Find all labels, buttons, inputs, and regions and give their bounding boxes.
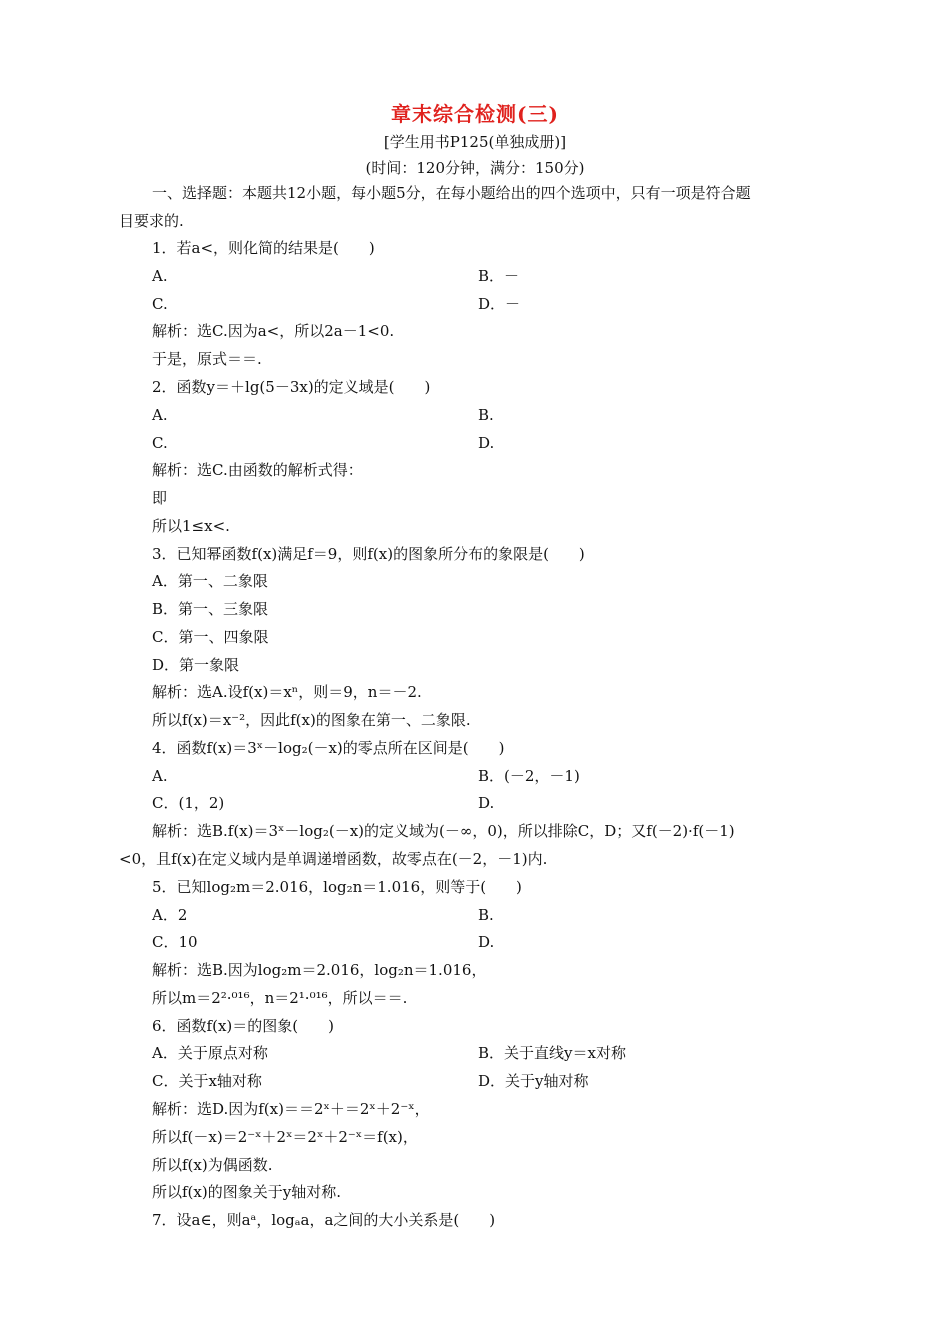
question-5-solution-2: 所以m＝2²·⁰¹⁶，n＝2¹·⁰¹⁶，所以＝＝. xyxy=(152,989,408,1007)
question-1-stem: 1．若a<，则化简的结果是( ) xyxy=(152,239,375,257)
question-4-option-c: C．(1，2) xyxy=(152,794,225,812)
question-5-solution-1: 解析：选B.因为log₂m＝2.016，log₂n＝1.016， xyxy=(152,961,487,979)
time-info: (时间：120分钟，满分：150分) xyxy=(365,159,585,177)
section-intro-line2: 目要求的. xyxy=(119,212,184,230)
question-4-solution-2: <0，且f(x)在定义域内是单调递增函数，故零点在(－2，－1)内. xyxy=(119,850,548,868)
question-1-solution-1: 解析：选C.因为a<，所以2a－1<0. xyxy=(152,322,395,340)
question-3-option-a: A．第一、二象限 xyxy=(152,572,268,590)
question-2-option-d: D. xyxy=(478,434,495,452)
question-5-option-a: A．2 xyxy=(152,906,188,924)
question-2-option-b: B. xyxy=(478,406,494,424)
question-6-option-a: A．关于原点对称 xyxy=(152,1044,268,1062)
question-6-option-b: B．关于直线y＝x对称 xyxy=(478,1044,626,1062)
question-6-solution-3: 所以f(x)为偶函数. xyxy=(152,1156,273,1174)
question-5-stem: 5．已知log₂m＝2.016，log₂n＝1.016，则等于( ) xyxy=(152,878,522,896)
question-5-option-c: C．10 xyxy=(152,933,198,951)
question-2-solution-3: 所以1≤x<. xyxy=(152,517,230,535)
question-1-solution-2: 于是，原式＝＝. xyxy=(152,350,262,368)
question-6-solution-2: 所以f(－x)＝2⁻ˣ＋2ˣ＝2ˣ＋2⁻ˣ＝f(x)， xyxy=(152,1128,418,1146)
question-3-stem: 3．已知幂函数f(x)满足f＝9，则f(x)的图象所分布的象限是( ) xyxy=(152,545,585,563)
question-2-solution-2: 即 xyxy=(152,489,168,507)
question-4-option-a: A. xyxy=(152,767,168,785)
question-3-option-b: B．第一、三象限 xyxy=(152,600,269,618)
question-6-option-d: D．关于y轴对称 xyxy=(478,1072,589,1090)
question-6-solution-4: 所以f(x)的图象关于y轴对称. xyxy=(152,1183,341,1201)
question-3-solution-2: 所以f(x)＝x⁻²，因此f(x)的图象在第一、二象限. xyxy=(152,711,471,729)
question-1-option-b: B．－ xyxy=(478,267,520,285)
question-2-option-c: C. xyxy=(152,434,168,452)
question-5-option-d: D. xyxy=(478,933,495,951)
question-4-stem: 4．函数f(x)＝3ˣ－log₂(－x)的零点所在区间是( ) xyxy=(152,739,505,757)
question-1-option-a: A. xyxy=(152,267,168,285)
question-5-option-b: B. xyxy=(478,906,494,924)
question-4-option-d: D. xyxy=(478,794,495,812)
question-3-solution-1: 解析：选A.设f(x)＝xⁿ，则＝9，n＝－2. xyxy=(152,683,422,701)
question-6-option-c: C．关于x轴对称 xyxy=(152,1072,262,1090)
question-3-option-d: D．第一象限 xyxy=(152,656,240,674)
page-title: 章末综合检测(三) xyxy=(391,102,559,126)
question-6-stem: 6．函数f(x)＝的图象( ) xyxy=(152,1017,334,1035)
question-2-option-a: A. xyxy=(152,406,168,424)
question-4-solution-1: 解析：选B.f(x)＝3ˣ－log₂(－x)的定义域为(－∞，0)，所以排除C，D；又f(－2)·f(－1) xyxy=(152,822,735,840)
question-2-stem: 2．函数y＝＋lg(5－3x)的定义域是( ) xyxy=(152,378,431,396)
question-6-solution-1: 解析：选D.因为f(x)＝＝2ˣ＋＝2ˣ＋2⁻ˣ， xyxy=(152,1100,430,1118)
section-intro-line1: 一、选择题：本题共12小题，每小题5分，在每小题给出的四个选项中，只有一项是符合题 xyxy=(152,184,751,202)
question-2-solution-1: 解析：选C.由函数的解析式得： xyxy=(152,461,363,479)
book-reference: [学生用书P125(单独成册)] xyxy=(383,133,567,151)
question-1-option-d: D．－ xyxy=(478,295,521,313)
question-7-stem: 7．设a∈，则aᵃ，logₐa，a之间的大小关系是( ) xyxy=(152,1211,496,1229)
question-1-option-c: C. xyxy=(152,295,168,313)
question-3-option-c: C．第一、四象限 xyxy=(152,628,269,646)
question-4-option-b: B．(－2，－1) xyxy=(478,767,580,785)
